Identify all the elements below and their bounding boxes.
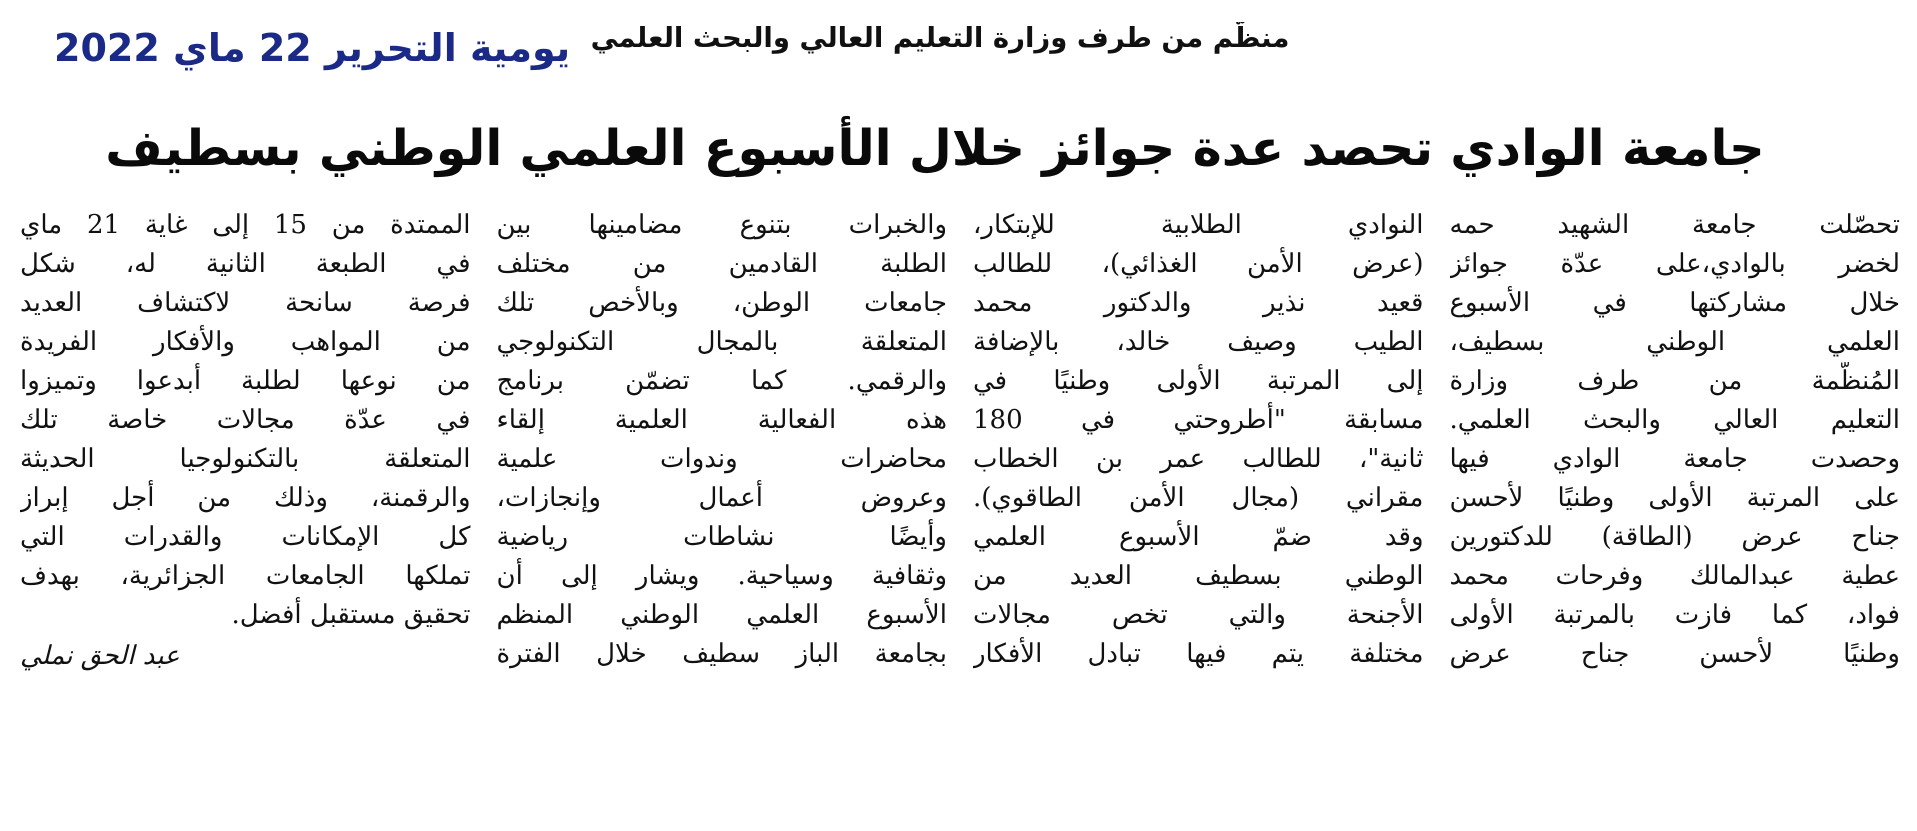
text-line: على المرتبة الأولى وطنيًا لأحسن	[1449, 483, 1900, 513]
article-headline: جامعة الوادي تحصد عدة جوائز خلال الأسبوع العلمي الوطني بسطيف	[105, 119, 1765, 177]
text-line: جامعات الوطن، وبالأخص تلك	[496, 288, 947, 318]
text-line: الطيب وصيف خالد، بالإضافة	[973, 327, 1424, 357]
text-line: في عدّة مجالات خاصة تلك	[20, 405, 471, 435]
text-line: محاضرات وندوات علمية	[496, 444, 947, 474]
text-line: الممتدة من 15 إلى غاية 21 ماي	[20, 210, 471, 240]
text-line: المتعلقة بالتكنولوجيا الحديثة	[20, 444, 471, 474]
text-line: كل الإمكانات والقدرات التي	[20, 522, 471, 552]
text-line: في الطبعة الثانية له، شكل	[20, 249, 471, 279]
text-line: والرقمنة، وذلك من أجل إبراز	[20, 483, 471, 513]
article-kicker: منظّم من طرف وزارة التعليم العالي والبحث العلمي	[590, 22, 1290, 54]
text-line: الطلبة القادمين من مختلف	[496, 249, 947, 279]
text-line: مسابقة "أطروحتي في 180	[973, 405, 1424, 435]
text-line: والرقمي. كما تضمّن برنامج	[496, 366, 947, 396]
text-line: مختلفة يتم فيها تبادل الأفكار	[973, 639, 1424, 669]
article-column-4	[20, 206, 471, 816]
text-line: وقد ضمّ الأسبوع العلمي	[973, 522, 1424, 552]
text-line: من نوعها لطلبة أبدعوا وتميزوا	[20, 366, 471, 396]
text-line: هذه الفعالية العلمية إلقاء	[496, 405, 947, 435]
text-line: تحقيق مستقبل أفضل.	[231, 600, 471, 630]
text-line: وطنيًا لأحسن جناح عرض	[1449, 639, 1900, 669]
text-line: وثقافية وسياحية. ويشار إلى أن	[496, 561, 947, 591]
text-line: المُنظّمة من طرف وزارة	[1449, 366, 1900, 396]
newspaper-source-line: يومية التحرير 22 ماي 2022	[54, 26, 571, 70]
text-line: الأسبوع العلمي الوطني المنظم	[496, 600, 947, 630]
text-line: فرصة سانحة لاكتشاف العديد	[20, 288, 471, 318]
text-line: وأيضًا نشاطات رياضية	[496, 522, 947, 552]
text-line: التعليم العالي والبحث العلمي.	[1449, 405, 1900, 435]
text-line: فواد، كما فازت بالمرتبة الأولى	[1449, 600, 1900, 630]
text-line: إلى المرتبة الأولى وطنيًا في	[973, 366, 1424, 396]
article-column-2	[973, 206, 1424, 816]
text-line: المتعلقة بالمجال التكنولوجي	[496, 327, 947, 357]
text-line: جناح عرض (الطاقة) للدكتورين	[1449, 522, 1900, 552]
text-line: قعيد نذير والدكتور محمد	[973, 288, 1424, 318]
text-line: الوطني بسطيف العديد من	[973, 561, 1424, 591]
text-line: وعروض أعمال وإنجازات،	[496, 483, 947, 513]
text-line: والخبرات بتنوع مضامينها بين	[496, 210, 947, 240]
text-line: تملكها الجامعات الجزائرية، بهدف	[20, 561, 471, 591]
text-line: النوادي الطلابية للإبتكار،	[973, 210, 1424, 240]
text-line: بجامعة الباز سطيف خلال الفترة	[496, 639, 947, 669]
text-line: عطية عبدالمالك وفرحات محمد	[1449, 561, 1900, 591]
text-line: من المواهب والأفكار الفريدة	[20, 327, 471, 357]
text-line: (عرض الأمن الغذائي)، للطالب	[973, 249, 1424, 279]
text-line: مقراني (مجال الأمن الطاقوي).	[973, 483, 1424, 513]
text-line: العلمي الوطني بسطيف،	[1449, 327, 1900, 357]
article-column-1	[1450, 206, 1901, 816]
text-line: ثانية"، للطالب عمر بن الخطاب	[973, 444, 1424, 474]
text-line: الأجنحة والتي تخص مجالات	[973, 600, 1424, 630]
text-line: خلال مشاركتها في الأسبوع	[1449, 288, 1900, 318]
article-body	[20, 206, 1900, 816]
text-line: لخضر بالوادي،على عدّة جوائز	[1449, 249, 1900, 279]
article-column-3	[497, 206, 948, 816]
text-line: وحصدت جامعة الوادي فيها	[1449, 444, 1900, 474]
text-line: تحصّلت جامعة الشهيد حمه	[1449, 210, 1900, 240]
author-signature: عبد الحق نملي	[20, 641, 180, 671]
